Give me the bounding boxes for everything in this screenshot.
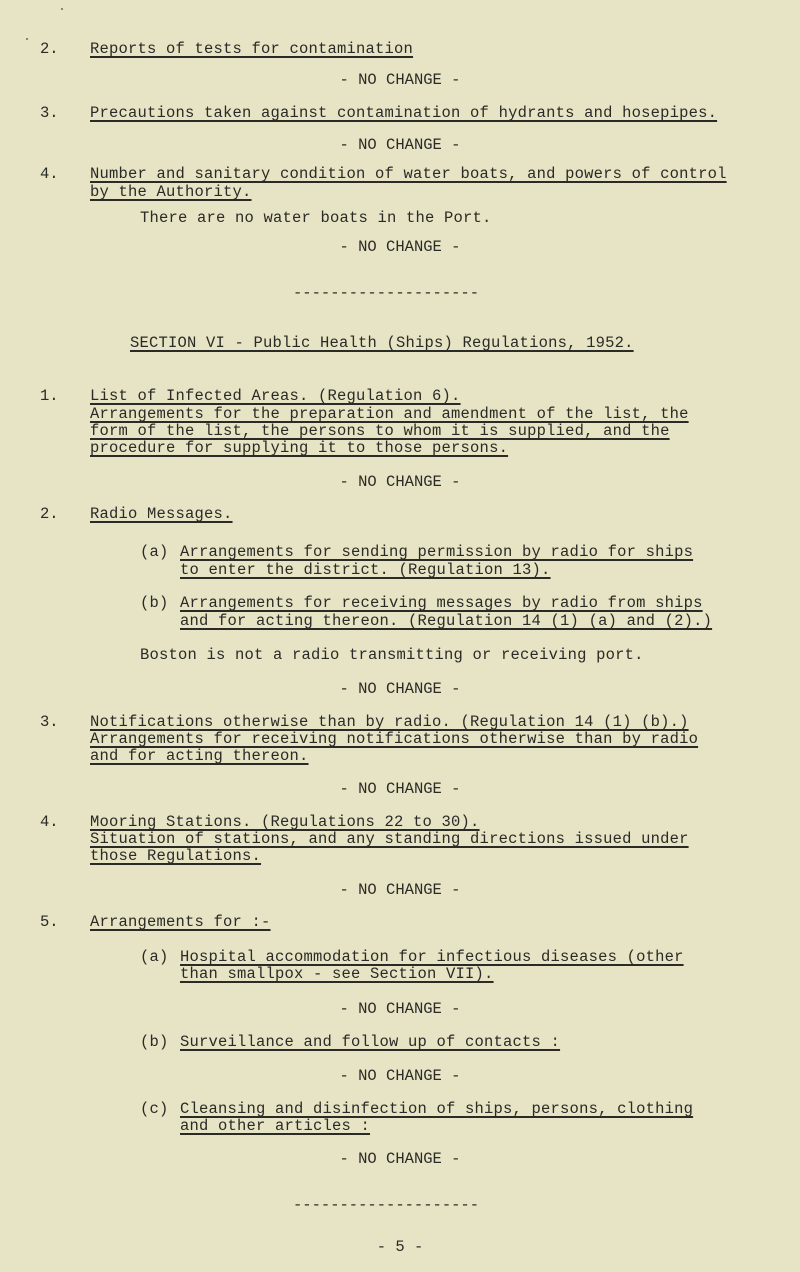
hospital-accommodation: Hospital accommodation for infectious diseases (other — [180, 948, 684, 966]
item-heading-water-boats-cont: by the Authority. — [90, 183, 252, 201]
item-heading-notifications: Notifications otherwise than by radio. (Regulation 14 (1) (b).) — [90, 713, 689, 731]
subitem-label: (a) — [140, 543, 169, 561]
item-heading-water-boats: Number and sanitary condition of water boats, and powers of control — [90, 165, 727, 183]
surveillance-contacts-text: Surveillance and follow up of contacts : — [180, 1033, 561, 1051]
item-number: 3. — [40, 713, 59, 731]
item-number: 4. — [40, 165, 59, 183]
subitem-label: (a) — [140, 948, 169, 966]
item-heading-infected-areas: List of Infected Areas. (Regulation 6). — [90, 387, 461, 405]
notifications-desc: Arrangements for receiving notifications otherwise than by radio — [90, 730, 699, 748]
no-change-note: - NO CHANGE - — [339, 1150, 461, 1168]
cleansing-disinfection: Cleansing and disinfection of ships, persons, clothing — [180, 1100, 694, 1118]
item-heading-precautions: Precautions taken against contamination of hydrants and hosepipes. — [90, 104, 718, 122]
no-change-note: - NO CHANGE - — [339, 71, 461, 89]
item-number: 3. — [40, 104, 59, 122]
notifications-desc: and for acting thereon. — [90, 747, 309, 765]
item-heading-mooring-stations: Mooring Stations. (Regulations 22 to 30). — [90, 813, 480, 831]
paper-speck — [61, 8, 63, 10]
item-number: 2. — [40, 40, 59, 58]
subitem-label: (c) — [140, 1100, 169, 1118]
radio-port-note: Boston is not a radio transmitting or receiving port. — [140, 646, 644, 664]
no-change-note: - NO CHANGE - — [339, 881, 461, 899]
paper-speck — [26, 38, 28, 40]
infected-areas-desc: Arrangements for the preparation and amendment of the list, the — [90, 405, 689, 423]
no-change-note: - NO CHANGE - — [339, 1067, 461, 1085]
infected-areas-desc: form of the list, the persons to whom it is supplied, and the — [90, 422, 670, 440]
subitem-label: (b) — [140, 1033, 169, 1051]
hospital-accommodation-cont: than smallpox - see Section VII). — [180, 965, 494, 983]
surveillance-contacts — [180, 1033, 560, 1051]
item-heading-arrangements-for: Arrangements for :- — [90, 913, 271, 931]
no-change-note: - NO CHANGE - — [339, 136, 461, 154]
no-change-note: - NO CHANGE - — [339, 1000, 461, 1018]
item-number: 2. — [40, 505, 59, 523]
no-change-note: - NO CHANGE - — [339, 680, 461, 698]
separator-line: -------------------- — [293, 1196, 480, 1214]
separator-line: -------------------- — [293, 284, 480, 302]
radio-receiving-messages: Arrangements for receiving messages by radio from ships — [180, 594, 703, 612]
item-number: 1. — [40, 387, 59, 405]
subitem-label: (b) — [140, 594, 169, 612]
infected-areas-desc: procedure for supplying it to those persons. — [90, 439, 509, 457]
mooring-stations-desc: Situation of stations, and any standing directions issued under — [90, 830, 689, 848]
no-change-note: - NO CHANGE - — [339, 473, 461, 491]
no-change-note: - NO CHANGE - — [339, 780, 461, 798]
radio-sending-permission-cont: to enter the district. (Regulation 13). — [180, 561, 551, 579]
radio-sending-permission: Arrangements for sending permission by radio for ships — [180, 543, 694, 561]
page-number: - 5 - — [376, 1238, 424, 1256]
item-number: 5. — [40, 913, 59, 931]
no-change-note: - NO CHANGE - — [339, 238, 461, 256]
section-heading: SECTION VI - Public Health (Ships) Regulations, 1952. — [130, 334, 634, 352]
item-number: 4. — [40, 813, 59, 831]
item-heading-reports-of-tests: Reports of tests for contamination — [90, 40, 414, 58]
mooring-stations-desc: those Regulations. — [90, 847, 262, 865]
water-boats-note: There are no water boats in the Port. — [140, 209, 492, 227]
item-heading-radio-messages: Radio Messages. — [90, 505, 233, 523]
radio-receiving-messages-cont: and for acting thereon. (Regulation 14 (1) (a) and (2).) — [180, 612, 713, 630]
cleansing-disinfection-cont: and other articles : — [180, 1117, 371, 1135]
